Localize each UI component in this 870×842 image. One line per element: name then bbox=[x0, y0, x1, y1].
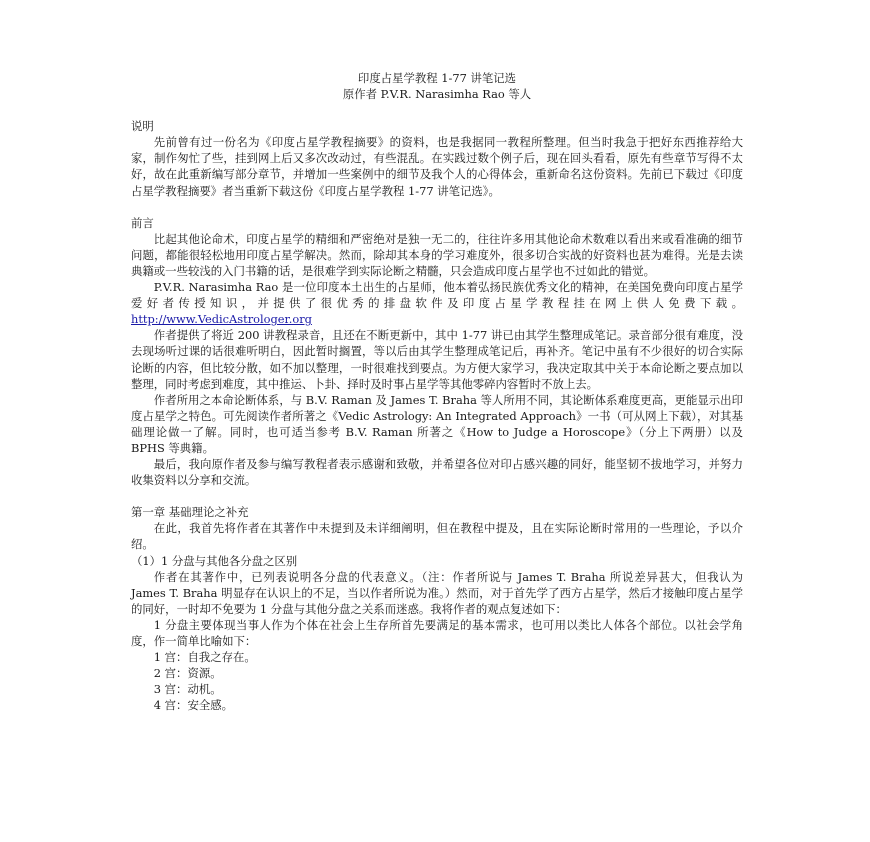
document-author: 原作者 P.V.R. Narasimha Rao 等人 bbox=[342, 87, 532, 102]
website-link[interactable]: http://www.VedicAstrologer.org bbox=[131, 312, 312, 327]
list-item: 3 宫：动机。 bbox=[153, 682, 222, 697]
paragraph: 先前曾有过一份名为《印度占星学教程摘要》的资料，也是我据同一教程所整理。但当时我急于把好东西推荐给大家，制作匆忙了些，挂到网上后又多次改动过，有些混乱。在实践过数个例子后，现在回头看看，原先有些章节写得不太好，故在此重新编写部分章节，并增加一些案例中的细节及我个人的心得体会，重新命名这份资料。先前已下载过《印度占星学教程摘要》者当重新下载这份《印度占星学教程 1-77 讲笔记选》。 bbox=[131, 135, 743, 198]
paragraph-text: P.V.R. Narasimha Rao 是一位印度本土出生的占星师，他本着弘扬民族优秀文化的精神，在美国免费向印度占星学爱好者传授知识，并提供了很优秀的排盘软件及印度占星学教程挂在网上供人免费下载。 bbox=[131, 280, 743, 311]
chapter-heading: 第一章 基础理论之补充 bbox=[131, 505, 249, 520]
section-heading-intro: 说明 bbox=[131, 119, 154, 134]
list-item: 4 宫：安全感。 bbox=[153, 698, 234, 713]
paragraph: 在此，我首先将作者在其著作中未提到及未详细阐明，但在教程中提及，且在实际论断时常用的一些理论，予以介绍。 bbox=[131, 521, 743, 552]
paragraph: 作者提供了将近 200 讲教程录音，且还在不断更新中，其中 1-77 讲已由其学生整理成笔记。录音部分很有难度，没去现场听过课的话很难听明白，因此暂时搁置，等以后由其学生整理成笔记后，再补齐。笔记中虽有不少很好的切合实际论断的内容，但比较分散，如不加以整理，一时很难找到要点。为方便大家学习，我决定取其中关于本命论断之要点加以整理，同时考虑到难度，其中推运、卜卦、择时及时事占星学等其他零碎内容暂时不放上去。 bbox=[131, 328, 743, 391]
paragraph: 作者在其著作中，已列表说明各分盘的代表意义。（注：作者所说与 James T. Braha 所说差异甚大，但我认为 James T. Braha 明显存在认识上的不足，当以作者所说为准。）然而，对于首先学了西方占星学，然后才接触印度占星学的同好，一时却不免要为 1 分盘与其他分盘之关系而迷惑。我将作者的观点复述如下： bbox=[131, 569, 743, 616]
document-page bbox=[131, 70, 743, 713]
paragraph: 比起其他论命术，印度占星学的精细和严密绝对是独一无二的，往往许多用其他论命术数难以看出来或看准确的细节问题，都能很轻松地用印度占星学解决。然而，除却其本身的学习难度外，很多切合实战的好资料也甚为难得。光是去读典籍或一些较浅的入门书籍的话，是很难学到实际论断之精髓，只会造成印度占星学也不过如此的错觉。 bbox=[131, 231, 743, 278]
paragraph bbox=[131, 279, 743, 327]
list-item: 2 宫：资源。 bbox=[153, 666, 222, 681]
paragraph: 最后，我向原作者及参与编写教程者表示感谢和致敬，并希望各位对印占感兴趣的同好，能坚韧不拔地学习，并努力收集资料以分享和交流。 bbox=[131, 457, 743, 488]
document-title: 印度占星学教程 1-77 讲笔记选 bbox=[357, 71, 517, 85]
list-item: 1 宫：自我之存在。 bbox=[153, 650, 256, 665]
subsection-heading: （1）1 分盘与其他各分盘之区别 bbox=[131, 553, 298, 568]
section-heading-preface: 前言 bbox=[131, 215, 154, 230]
house-list bbox=[131, 649, 743, 713]
paragraph: 1 分盘主要体现当事人作为个体在社会上生存所首先要满足的基本需求，也可用以类比人体各个部位。以社会学角度，作一简单比喻如下： bbox=[131, 617, 743, 648]
paragraph: 作者所用之本命论断体系，与 B.V. Raman 及 James T. Braha 等人所用不同，其论断体系难度更高，更能显示出印度占星学之特色。可先阅读作者所著之《Vedic Astrology: An Integrated Approach》一书（可从网上下载），对其基础理论做一了解。同时，也可适当参考 B.V. Raman 所著之《How to Judge a Horoscope》（分上下两册）以及 BPHS 等典籍。 bbox=[131, 392, 743, 455]
